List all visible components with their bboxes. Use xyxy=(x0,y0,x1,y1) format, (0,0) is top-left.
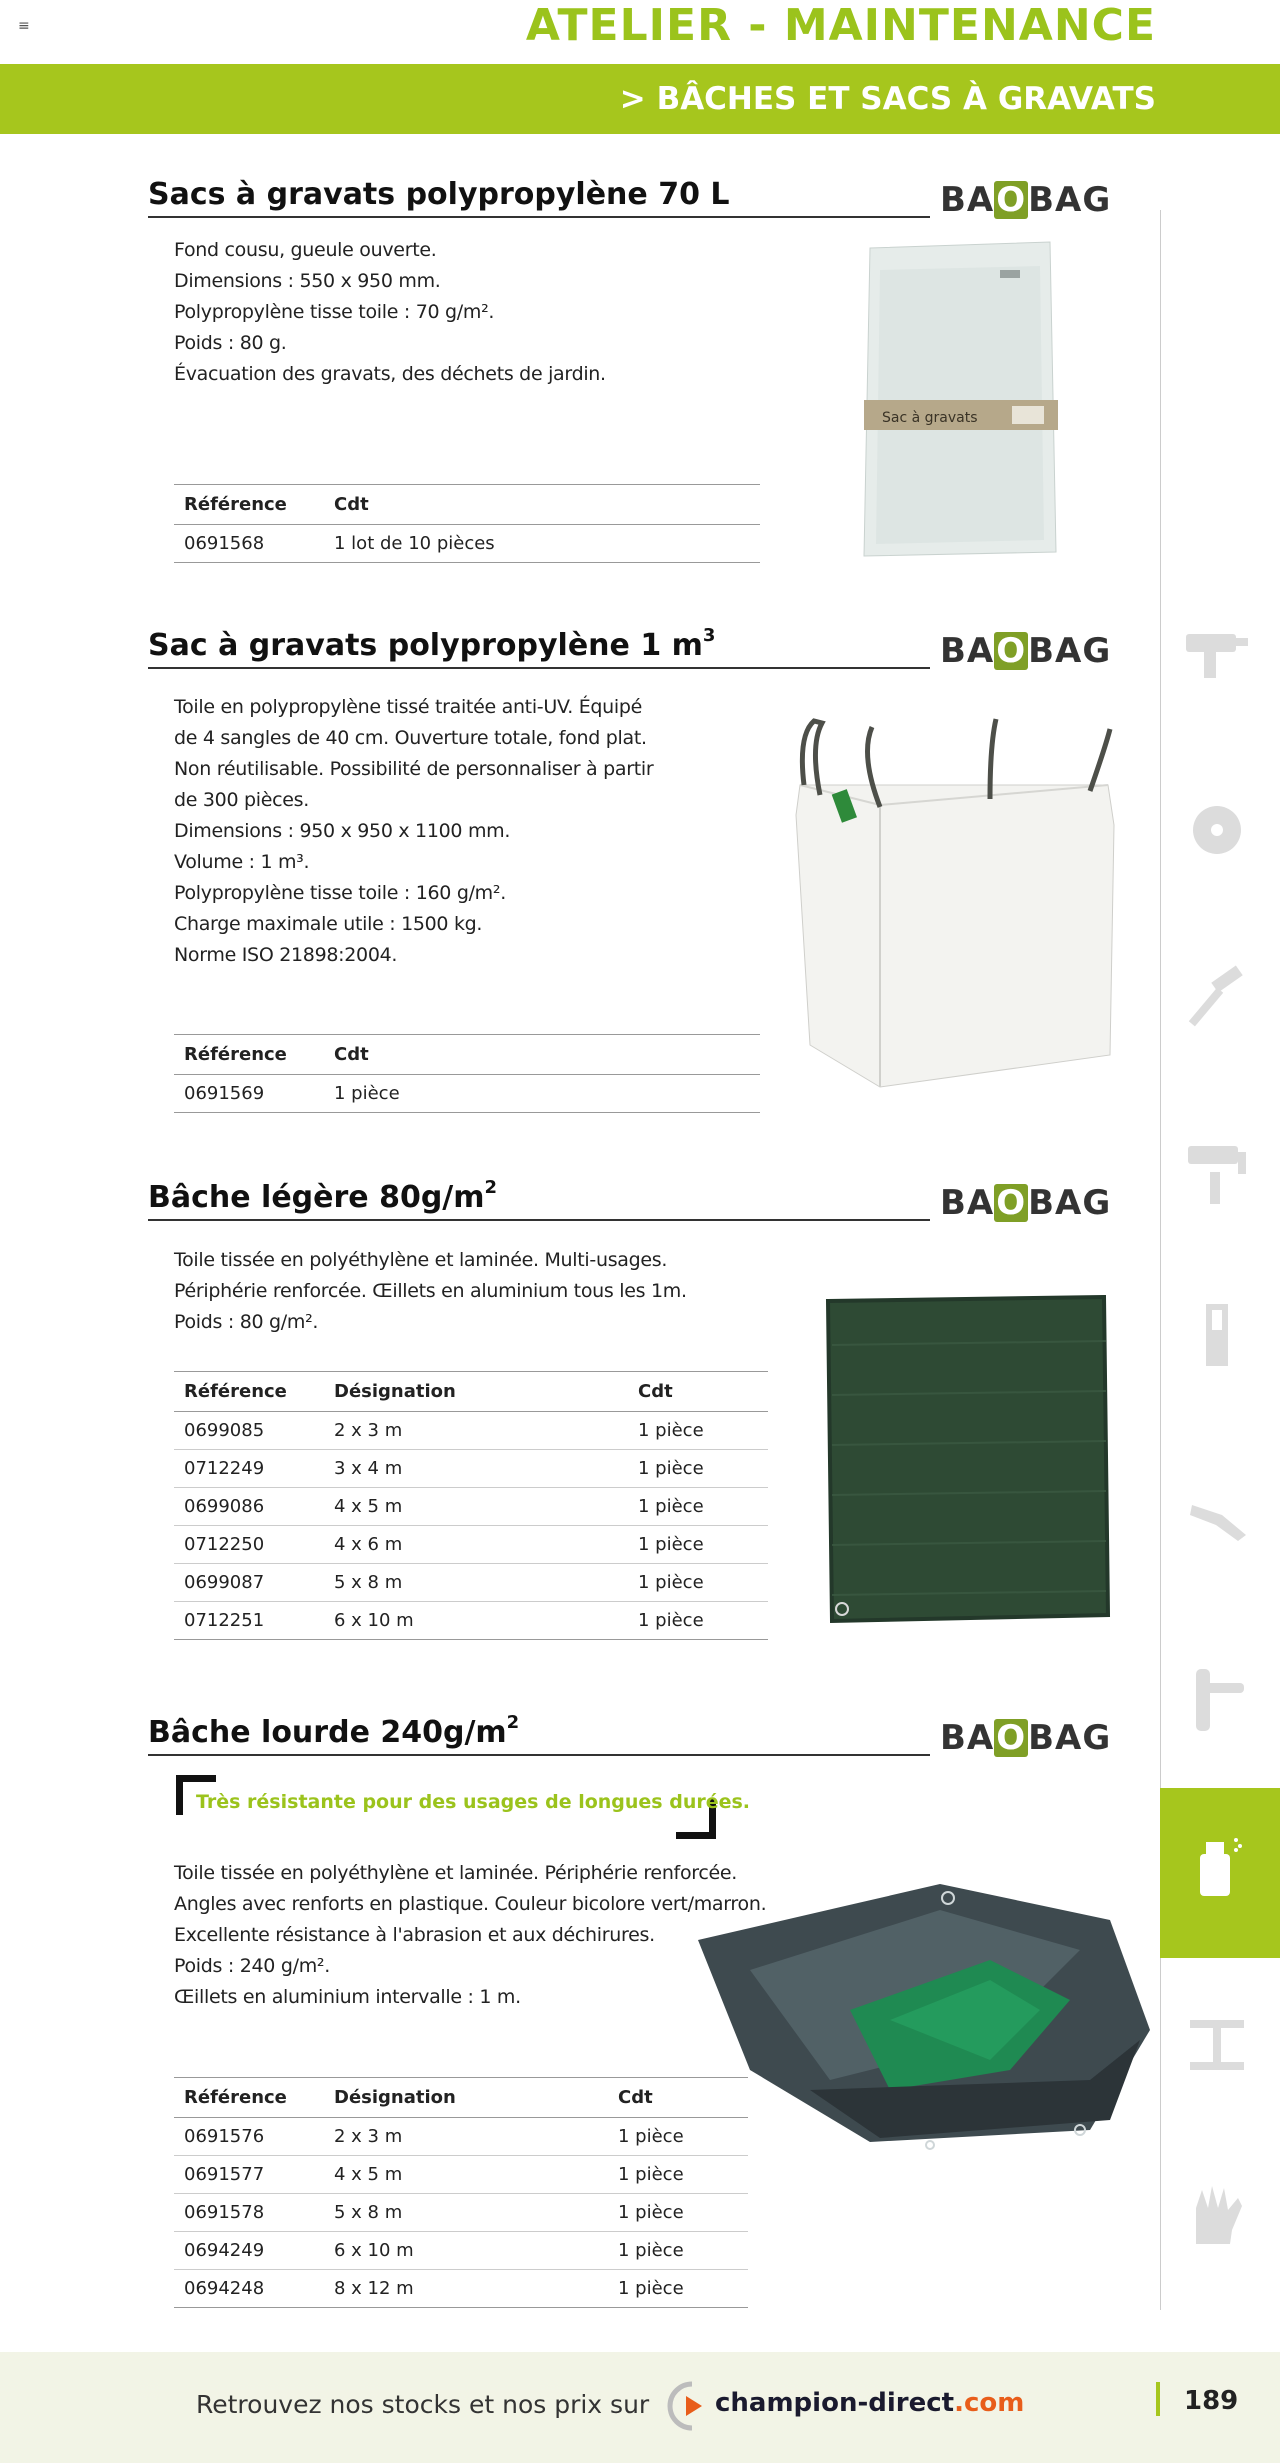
glove-icon[interactable] xyxy=(1182,2180,1252,2250)
sidebar-rule xyxy=(1160,210,1161,2310)
table-row: 0691576 2 x 3 m 1 pièce xyxy=(174,2118,748,2156)
reference-table xyxy=(174,2077,748,2308)
table-row: 0699085 2 x 3 m 1 pièce xyxy=(174,1412,768,1450)
table-header: Référence Cdt xyxy=(174,1035,760,1075)
product-description: Fond cousu, gueule ouverte. Dimensions : 550 x 950 mm. Polypropylène tisse toile : 70 g/m². Poids : 80 g. Évacuation des gravats, des déchets de jardin. xyxy=(174,239,606,385)
rubble-bag-image xyxy=(860,240,1060,560)
drill-icon[interactable] xyxy=(1182,620,1252,690)
site-link[interactable]: champion-direct.com xyxy=(715,2388,1025,2418)
table-row: 0691568 1 lot de 10 pièces xyxy=(174,525,760,563)
table-row: 0694249 6 x 10 m 1 pièce xyxy=(174,2232,748,2270)
callout-text: Très résistante pour des usages de longues durées. xyxy=(196,1791,751,1813)
table-row: 0712251 6 x 10 m 1 pièce xyxy=(174,1602,768,1640)
table-header: Référence Désignation Cdt xyxy=(174,2078,748,2118)
brand-logo: BAOBAG xyxy=(940,1183,1112,1223)
section-title: Bâche légère $80g/m^2$ xyxy=(148,1177,498,1215)
section-title: Sac à gravats polypropylène 1 $m^3$ xyxy=(148,625,716,663)
product-description: Toile tissée en polyéthylène et laminée. Multi-usages. Périphérie renforcée. Œillets en aluminium tous les 1m. Poids : 80 g/m². xyxy=(174,1249,687,1333)
bag-label: Sac à gravats xyxy=(882,410,978,426)
screw-icon[interactable] xyxy=(1182,1485,1252,1555)
page-number-bar xyxy=(1156,2382,1160,2416)
section-title: Bâche lourde $240g/m^2$ xyxy=(148,1712,520,1750)
table-header: Référence Désignation Cdt xyxy=(174,1372,768,1412)
reference-table xyxy=(174,1371,768,1640)
menu-icon[interactable]: ≡ xyxy=(18,18,30,34)
subcategory-title: > BÂCHES ET SACS À GRAVATS xyxy=(619,81,1156,117)
table-row: 0691569 1 pièce xyxy=(174,1075,760,1113)
title-rule xyxy=(148,1754,930,1756)
hammer-icon[interactable] xyxy=(1182,965,1252,1035)
spray-can-icon[interactable] xyxy=(1182,1830,1252,1900)
table-row: 0691577 4 x 5 m 1 pièce xyxy=(174,2156,748,2194)
heavy-tarp-image xyxy=(690,1880,1150,2150)
beam-icon[interactable] xyxy=(1182,2010,1252,2080)
section-title: Sacs à gravats polypropylène 70 L xyxy=(148,177,730,212)
footer-text: Retrouvez nos stocks et nos prix sur xyxy=(196,2390,650,2419)
paint-roller-icon[interactable] xyxy=(1182,1140,1252,1210)
feature-callout xyxy=(176,1775,751,1839)
footer xyxy=(0,2352,1280,2463)
brand-logo: BAOBAG xyxy=(940,1718,1112,1758)
product-description: Toile tissée en polyéthylène et laminée. Périphérie renforcée. Angles avec renforts en plastique. Couleur bicolore vert/marron. Excellente résistance à l'abrasion et aux déchirures. Poids : 240 g/m². Œillets en aluminium intervalle : 1 m. xyxy=(174,1862,767,2008)
table-row: 0712249 3 x 4 m 1 pièce xyxy=(174,1450,768,1488)
table-row: 0691578 5 x 8 m 1 pièce xyxy=(174,2194,748,2232)
title-rule xyxy=(148,216,930,218)
table-header: Référence Cdt xyxy=(174,485,760,525)
product-description: Toile en polypropylène tissé traitée anti-UV. Équipé de 4 sangles de 40 cm. Ouverture totale, fond plat. Non réutilisable. Possibilité de personnaliser à partir de 300 pièces. Dimensions : 950 x 950 x 1100 mm. Volume : 1 m³. Polypropylène tisse toile : 160 g/m². Charge maximale utile : 1500 kg. Norme ISO 21898:2004. xyxy=(174,696,654,966)
table-row: 0699087 5 x 8 m 1 pièce xyxy=(174,1564,768,1602)
title-rule xyxy=(148,667,930,669)
table-row: 0699086 4 x 5 m 1 pièce xyxy=(174,1488,768,1526)
table-row: 0694248 8 x 12 m 1 pièce xyxy=(174,2270,748,2308)
brand-logo: BAOBAG xyxy=(940,180,1112,220)
page-number: 189 xyxy=(1184,2386,1239,2416)
category-title: ATELIER - MAINTENANCE xyxy=(525,0,1156,51)
caulk-gun-icon[interactable] xyxy=(1182,1300,1252,1370)
brand-logo: BAOBAG xyxy=(940,631,1112,671)
reference-table xyxy=(174,484,760,563)
table-row: 0712250 4 x 6 m 1 pièce xyxy=(174,1526,768,1564)
subcategory-bar xyxy=(0,64,1280,134)
saw-blade-icon[interactable] xyxy=(1182,795,1252,865)
door-handle-icon[interactable] xyxy=(1182,1665,1252,1735)
title-rule xyxy=(148,1219,930,1221)
reference-table xyxy=(174,1034,760,1113)
big-bag-image xyxy=(790,715,1120,1095)
light-tarp-image xyxy=(822,1295,1112,1625)
